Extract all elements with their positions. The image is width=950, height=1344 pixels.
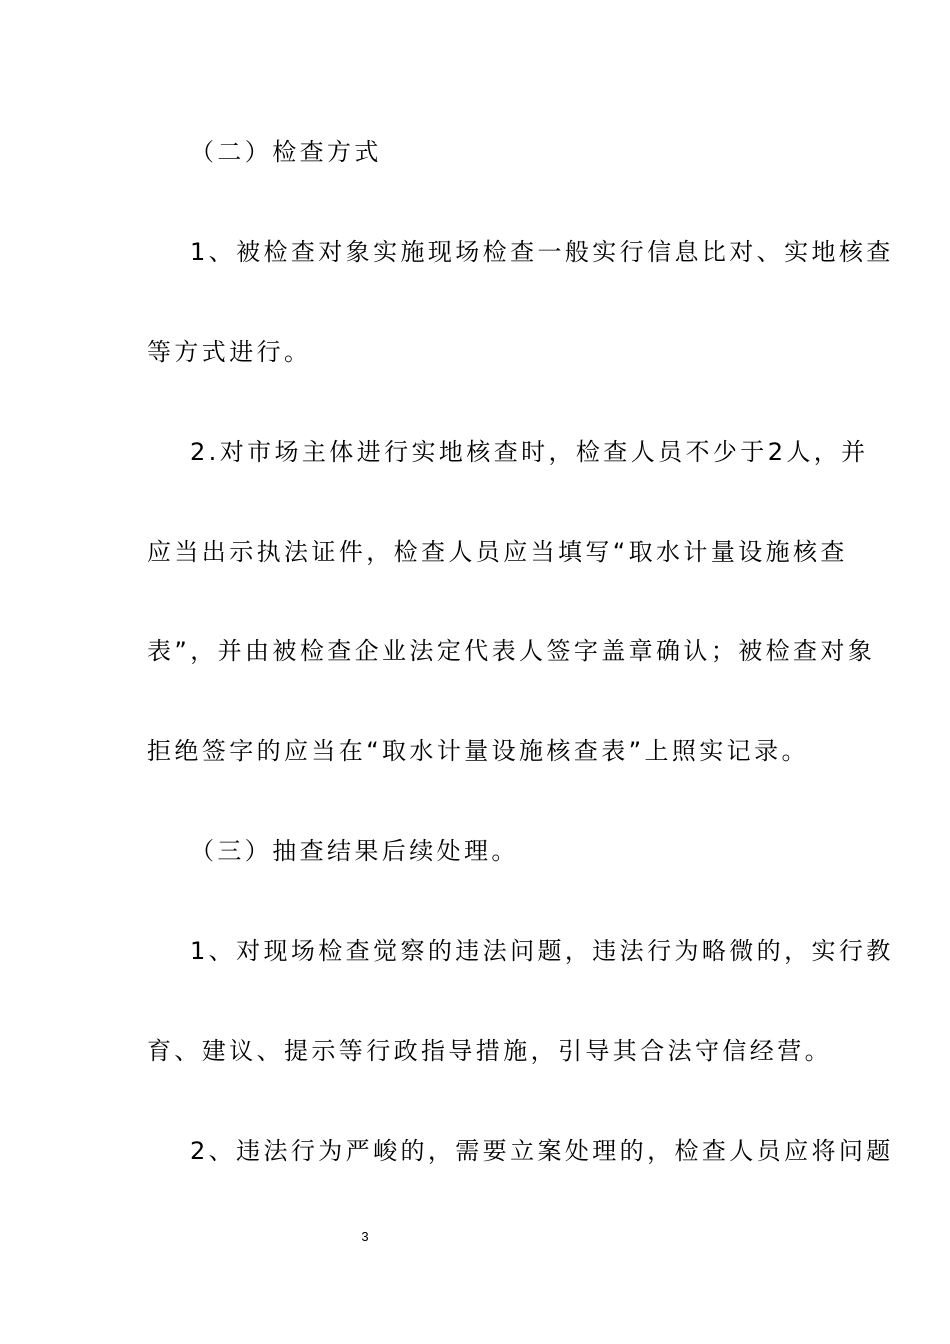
section-heading-followup: （三）抽查结果后续处理。: [190, 837, 519, 865]
page-number: 3: [361, 1229, 369, 1244]
paragraph-line: 应当出示执法证件，检查人员应当填写“取水计量设施核查: [147, 538, 848, 566]
paragraph-line: 等方式进行。: [147, 338, 312, 366]
paragraph-line: 1、被检查对象实施现场检查一般实行信息比对、实地核查: [190, 238, 894, 266]
paragraph-line: 表”，并由被检查企业法定代表人签字盖章确认；被检查对象: [147, 637, 876, 665]
paragraph-line: 2.对市场主体进行实地核查时，检查人员不少于2人，并: [190, 438, 869, 466]
paragraph-line: 2、违法行为严峻的，需要立案处理的，检查人员应将问题: [190, 1137, 894, 1165]
paragraph-line: 拒绝签字的应当在“取水计量设施核查表”上照实记录。: [147, 737, 809, 765]
paragraph-line: 育、建议、提示等行政指导措施，引导其合法守信经营。: [147, 1037, 832, 1065]
paragraph-line: 1、对现场检查觉察的违法问题，违法行为略微的，实行教: [190, 937, 894, 965]
section-heading-inspection-method: （二）检查方式: [190, 138, 382, 166]
